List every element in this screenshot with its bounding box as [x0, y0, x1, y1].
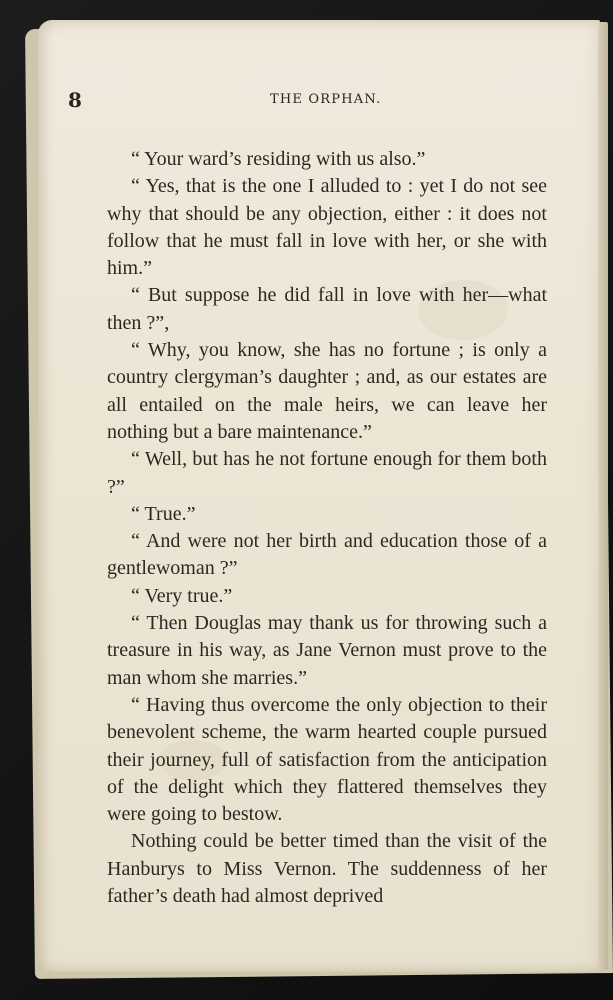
page-header — [60, 88, 583, 112]
paragraph: “ Why, you know, she has no fortune ; is only a country clergyman’s daughter ; and, as our estates are all entailed on the male heirs, we can leave her nothing but a bare maintenance.” — [107, 339, 547, 443]
paragraph: “ Your ward’s residing with us also.” — [131, 148, 426, 170]
paragraph: “ Then Douglas may thank us for throwing such a treasure in his way, as Jane Vernon must prove to the man whom she marries.” — [107, 612, 547, 689]
paragraph: “ Having thus overcome the only objection to their benevolent scheme, the warm hearted couple pursued their journey, full of satisfaction from the anticipation of the delight which they flattered themselves they were going to bestow. — [107, 693, 547, 826]
paragraph: Nothing could be better timed than the visit of the Hanburys to Miss Vernon. The suddenness of her father’s death had almost deprived — [107, 830, 547, 908]
page-number: 8 — [68, 88, 82, 112]
paragraph: “ And were not her birth and education those of a gentlewoman ?” — [107, 530, 547, 580]
body-text — [107, 146, 547, 910]
running-head: THE ORPHAN. — [270, 92, 382, 107]
paragraph: “ Well, but has he not fortune enough for them both ?” — [107, 448, 547, 498]
paragraph: “ Yes, that is the one I alluded to : yet I do not see why that should be any objection, either : it does not follow that he must fall in love with her, or she with him.” — [107, 175, 547, 280]
paragraph: “ But suppose he did fall in love with her—what then ?”, — [107, 284, 547, 334]
paragraph: “ Very true.” — [131, 584, 233, 607]
paragraph: “ True.” — [131, 502, 196, 525]
